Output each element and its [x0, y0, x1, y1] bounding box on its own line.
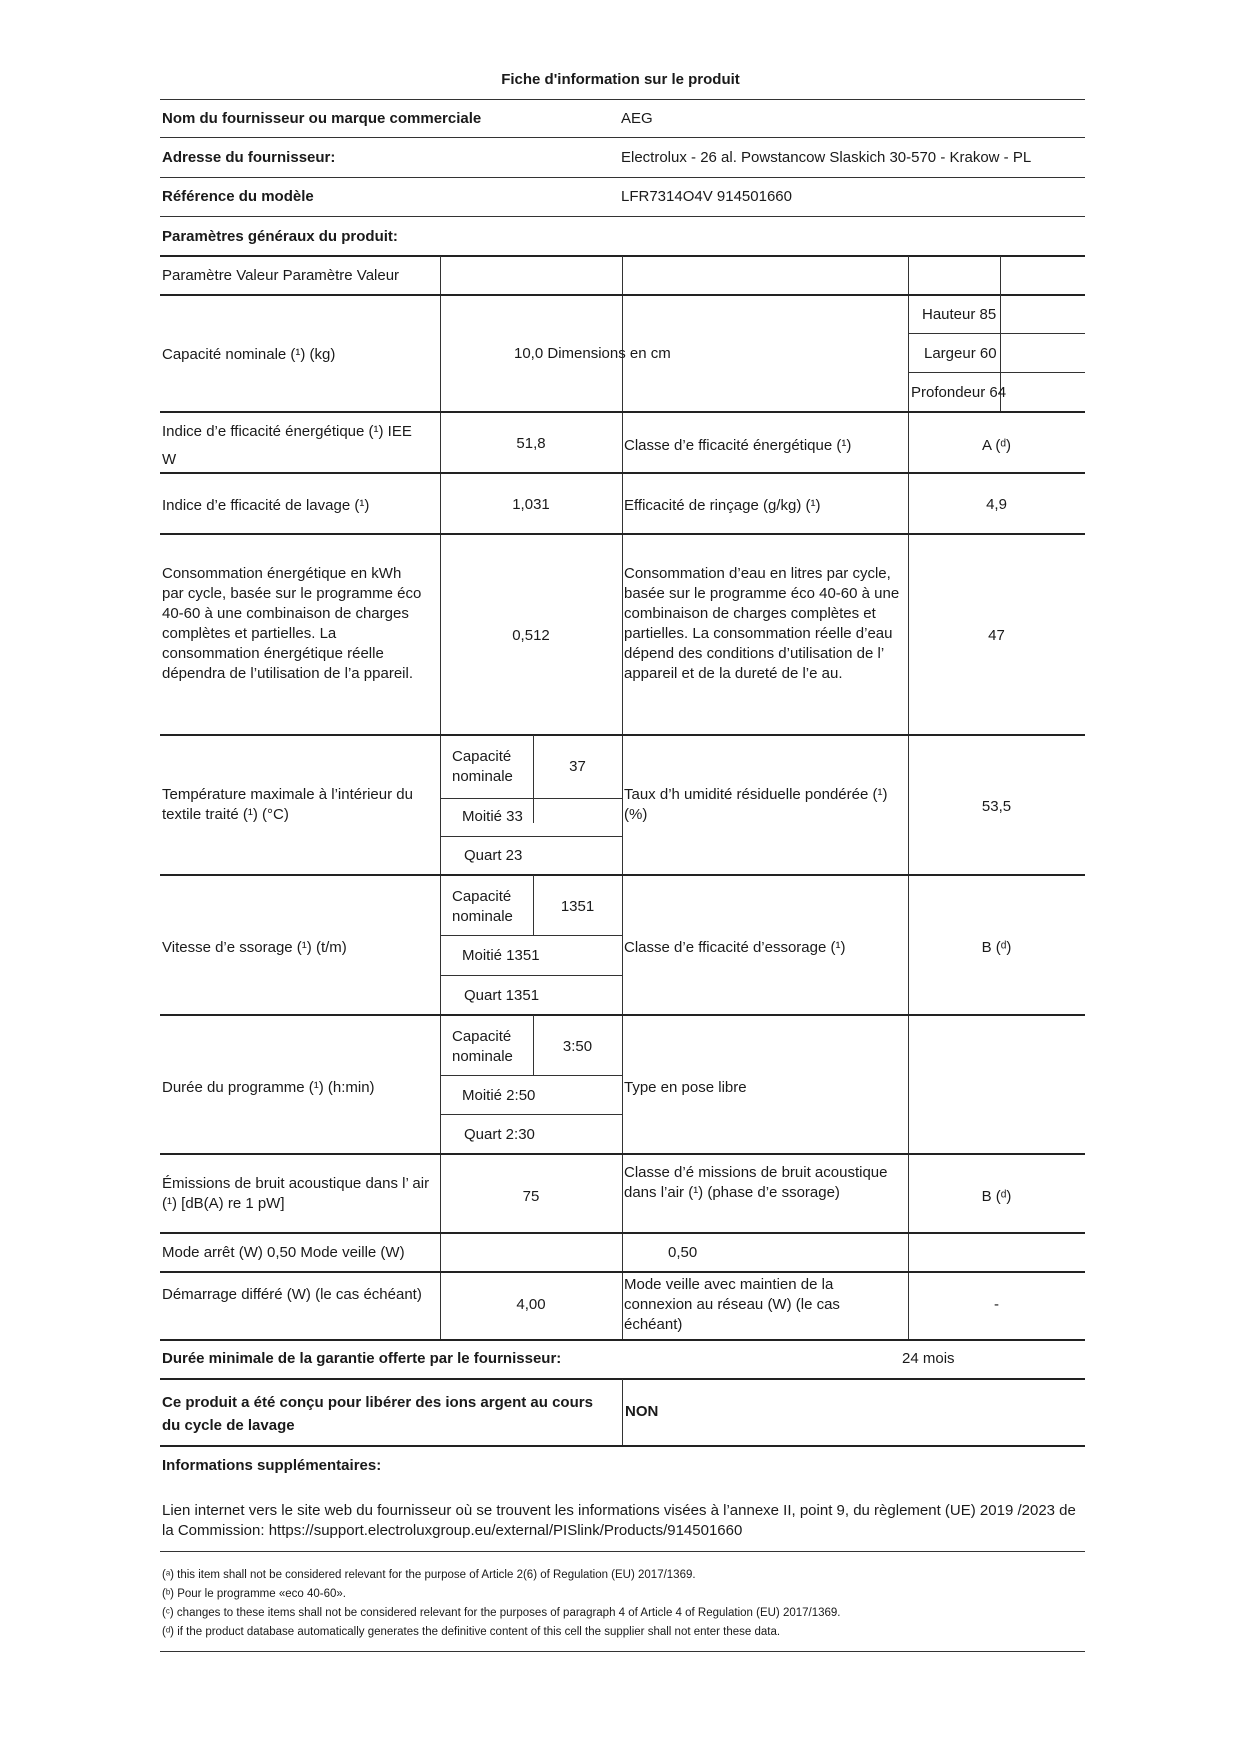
model-value: LFR7314O4V 914501660 [621, 188, 792, 205]
water-consumption-label: Consommation d’eau en litres par cycle, basée sur le programme éco 40-60 à une combinaison de charges complètes et partielles. La consommation réelle d’eau dépend des conditions d’utilisation de l’ appareil et de la dureté de l’e au. [624, 565, 900, 682]
address-label: Adresse du fournisseur: [162, 149, 336, 166]
page-title: Fiche d'information sur le produit [501, 71, 740, 88]
eei-value: 51,8 [516, 435, 546, 452]
spin-quarter: Quart 1351 [464, 987, 540, 1004]
wash-value: 1,031 [512, 496, 550, 513]
width-value: Largeur 60 [924, 345, 997, 362]
temperature-label: Température maximale à l’intérieur du textile traité (¹) (°C) [162, 786, 413, 823]
energy-class-label: Classe d’e fficacité énergétique (¹) [624, 437, 852, 454]
supplier-value: AEG [621, 110, 653, 127]
spin-class-label: Classe d’e fficacité d’essorage (¹) [624, 939, 846, 956]
divider [160, 874, 1085, 876]
duration-half: Moitié 2:50 [462, 1087, 536, 1104]
footnote-a: (ᵃ) this item shall not be considered relevant for the purpose of Article 2(6) of Regulation (EU) 2017/1369. [162, 1569, 696, 1581]
footnote-d: (ᵈ) if the product database automatically generates the definitive content of this cell the supplier shall not enter these data. [162, 1626, 781, 1638]
height-value: Hauteur 85 [922, 306, 997, 323]
networked-standby-value: - [994, 1296, 999, 1313]
rinse-label: Efficacité de rinçage (g/kg) (¹) [624, 497, 821, 514]
spin-class-value: B (ᵈ) [981, 939, 1012, 956]
divider [440, 975, 622, 976]
divider [160, 472, 1085, 474]
energy-consumption-value: 0,512 [512, 627, 550, 644]
energy-class-value: A (ᵈ) [982, 437, 1011, 454]
divider [160, 411, 1085, 413]
duration-quarter: Quart 2:30 [464, 1126, 535, 1143]
grid-line [622, 1379, 623, 1445]
divider [160, 294, 1085, 296]
type-label: Type en pose libre [624, 1079, 747, 1096]
address-value: Electrolux - 26 al. Powstancow Slaskich 30-570 - Krakow - PL [621, 149, 1032, 166]
capacity-label: Capacité nominale (¹) (kg) [162, 346, 336, 363]
silver-ions-label: Ce produit a été conçu pour libérer des ions argent au cours du cycle de lavage [162, 1394, 593, 1434]
general-params-label: Paramètres généraux du produit: [162, 228, 398, 245]
divider [160, 1551, 1085, 1552]
divider [160, 1339, 1085, 1341]
divider [160, 734, 1085, 736]
water-consumption-value: 47 [988, 627, 1005, 644]
grid-line [622, 256, 623, 1340]
divider [908, 372, 1085, 373]
spin-half: Moitié 1351 [462, 947, 540, 964]
standby-value: 0,50 [668, 1244, 698, 1261]
delay-start-value: 4,00 [516, 1296, 546, 1313]
humidity-value: 53,5 [981, 798, 1012, 815]
model-label: Référence du modèle [162, 188, 314, 205]
delay-start-label: Démarrage différé (W) (le cas échéant) [162, 1286, 422, 1303]
off-mode-label: Mode arrêt (W) 0,50 Mode veille (W) [162, 1244, 405, 1261]
footnote-c: (ᶜ) changes to these items shall not be considered relevant for the purposes of paragraph 4 of Article 4 of Regulation (EU) 2017/1369. [162, 1607, 841, 1619]
noise-label: Émissions de bruit acoustique dans l’ air (¹) [dB(A) re 1 pW] [162, 1175, 430, 1212]
divider [160, 177, 1085, 178]
noise-class-value: B (ᵈ) [981, 1188, 1012, 1205]
divider [440, 798, 622, 799]
divider [160, 1153, 1085, 1155]
eei-label-w: W [162, 451, 177, 468]
divider [160, 216, 1085, 217]
energy-consumption-label: Consommation énergétique en kWh par cycle, basée sur le programme éco 40-60 à une combinaison de charges complètes et partielles. La consommation énergétique réelle dépendra de l’utilisation de l’a ppareil. [162, 565, 422, 682]
extra-info-label: Informations supplémentaires: [162, 1457, 382, 1474]
column-header: Paramètre Valeur Paramètre Valeur [162, 267, 400, 284]
divider [440, 1075, 622, 1076]
silver-ions-value: NON [625, 1403, 659, 1420]
divider [160, 1232, 1085, 1234]
temp-half: Moitié 33 [462, 808, 523, 825]
noise-value: 75 [522, 1188, 540, 1205]
footnote-b: (ᵇ) Pour le programme «eco 40-60». [162, 1588, 346, 1600]
divider [160, 1651, 1085, 1652]
spin-capacity-value: 1351 [560, 898, 595, 915]
divider [160, 533, 1085, 535]
rinse-value: 4,9 [986, 496, 1007, 513]
noise-class-label: Classe d’é missions de bruit acoustique dans l’air (¹) (phase d’e ssorage) [624, 1164, 888, 1201]
divider [440, 935, 622, 936]
networked-standby-label: Mode veille avec maintien de la connexion au réseau (W) (le cas échéant) [624, 1276, 840, 1333]
divider [160, 1271, 1085, 1273]
duration-capacity-label: Capacité nominale [452, 1028, 513, 1065]
divider [160, 137, 1085, 138]
spin-capacity-label: Capacité nominale [452, 888, 513, 925]
capacity-value: 10,0 Dimensions en cm [514, 345, 671, 362]
warranty-value: 24 mois [902, 1350, 955, 1367]
temp-capacity-value: 37 [569, 758, 586, 775]
depth-value: Profondeur 64 [911, 384, 1007, 401]
warranty-label: Durée minimale de la garantie offerte par le fournisseur: [162, 1350, 562, 1367]
grid-line [533, 735, 534, 823]
eei-label: Indice d’e fficacité énergétique (¹) IEE [162, 423, 412, 440]
extra-info-text: Lien internet vers le site web du fournisseur où se trouvent les informations visées à l’annexe II, point 9, du règlement (UE) 2019 /2023 de la Commission: https://support.electroluxgroup.eu/external/PISlink/Products/914501660 [162, 1502, 1076, 1539]
divider [160, 1445, 1085, 1447]
duration-label: Durée du programme (¹) (h:min) [162, 1079, 375, 1096]
temp-capacity-label: Capacité nominale [452, 748, 513, 785]
divider [440, 1114, 622, 1115]
duration-capacity-value: 3:50 [562, 1038, 593, 1055]
divider [160, 99, 1085, 100]
divider [908, 333, 1085, 334]
wash-label: Indice d’e fficacité de lavage (¹) [162, 497, 370, 514]
divider [160, 1014, 1085, 1016]
spin-label: Vitesse d’e ssorage (¹) (t/m) [162, 939, 347, 956]
temp-quarter: Quart 23 [464, 847, 523, 864]
supplier-label: Nom du fournisseur ou marque commerciale [162, 110, 482, 127]
divider [440, 836, 622, 837]
humidity-label: Taux d’h umidité résiduelle pondérée (¹) (%) [624, 786, 888, 823]
